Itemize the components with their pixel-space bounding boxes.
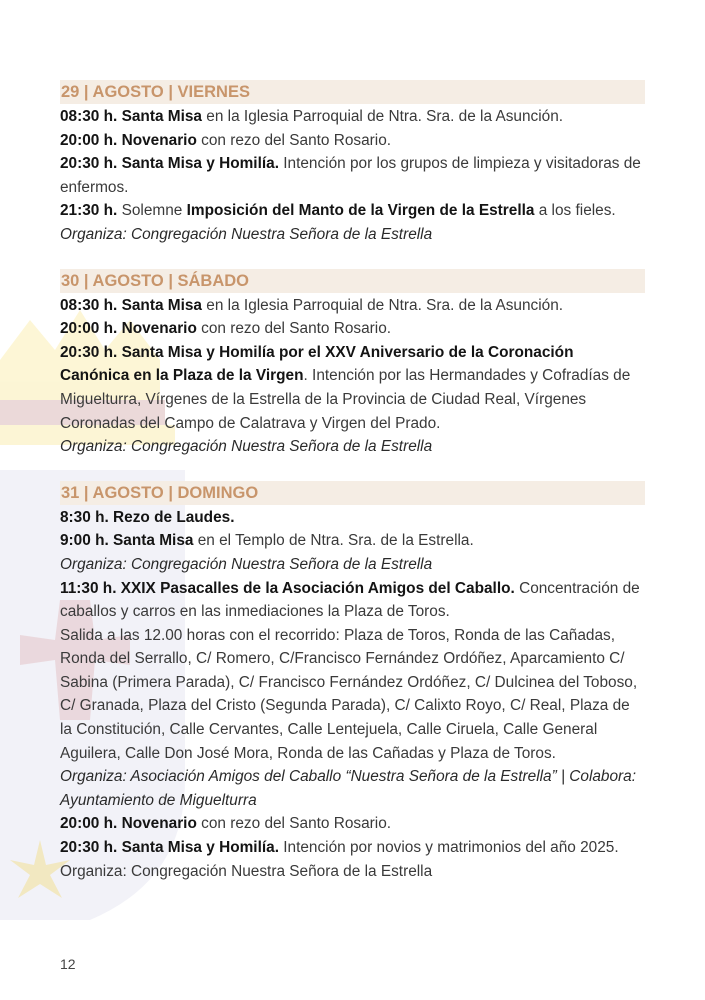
organizer-note bbox=[60, 553, 645, 577]
organizer-note bbox=[60, 435, 645, 459]
organizer-note bbox=[60, 765, 645, 812]
entry-text: a los fieles. bbox=[534, 202, 616, 220]
day-header: 31 | AGOSTO | DOMINGO bbox=[60, 481, 645, 505]
entry-highlight: 9:00 h. Santa Misa bbox=[60, 532, 194, 550]
organizer-note bbox=[60, 223, 645, 247]
entry-highlight: 20:30 h. Santa Misa y Homilía. bbox=[60, 839, 279, 857]
schedule-entry bbox=[60, 152, 645, 199]
entry-highlight: 20:30 h. Santa Misa y Homilía por el XXV Aniversario de la Coronación Canónica en la Plaza de la Virgen bbox=[60, 343, 574, 385]
day-header: 30 | AGOSTO | SÁBADO bbox=[60, 269, 645, 293]
schedule-entry bbox=[60, 294, 645, 318]
entry-text: Organiza: Asociación Amigos del Caballo “Nuestra Señora de la Estrella” | Colabora: Ayuntamiento de Miguelturra bbox=[60, 768, 637, 809]
entry-text: en la Iglesia Parroquial de Ntra. Sra. de la Asunción. bbox=[202, 296, 564, 314]
day-section bbox=[60, 269, 645, 459]
entry-text: Intención por los grupos de limpieza y visitadoras de enfermos. bbox=[60, 155, 641, 196]
page-number: 12 bbox=[60, 956, 76, 972]
schedule-entry bbox=[60, 341, 645, 435]
schedule-entry bbox=[60, 812, 645, 836]
schedule-entry bbox=[60, 129, 645, 153]
schedule-entry bbox=[60, 317, 645, 341]
entry-text: Organiza: Congregación Nuestra Señora de la Estrella bbox=[60, 225, 433, 243]
entry-text: . Intención por las Hermandades y Cofradías de Miguelturra, Vírgenes de la Estrella de la Provincia de Ciudad Real, Vírgenes Coronadas del Campo de Calatrava y Virgen del Prado. bbox=[60, 367, 631, 432]
entry-highlight: 8:30 h. Rezo de Laudes. bbox=[60, 508, 235, 526]
entry-highlight: 21:30 h. bbox=[60, 202, 118, 220]
entry-highlight: 20:30 h. Santa Misa y Homilía. bbox=[60, 155, 279, 173]
day-section bbox=[60, 80, 645, 247]
entry-text: con rezo del Santo Rosario. bbox=[196, 320, 392, 338]
entry-highlight: 20:00 h. Novenario bbox=[60, 815, 197, 833]
entry-text: Intención por novios y matrimonios del año 2025. bbox=[278, 839, 619, 857]
entry-text: Concentración de caballos y carros en las inmediaciones la Plaza de Toros. bbox=[60, 579, 640, 621]
entry-text: Solemne bbox=[117, 202, 187, 220]
entry-text: Salida a las 12.00 horas con el recorrido: Plaza de Toros, Ronda de las Cañadas, Ronda del Serrallo, C/ Romero, C/Francisco Fernández Ordóñez, Aparcamiento C/ Sabina (Primera Parada), C/ Francisco Fernández Ordóñez, C/ Dulcinea del Toboso, C/ Granada, Plaza del Cristo (Segunda Parada), C/ Calixto Royo, C/ Real, Plaza de la Constitución, Calle Cervantes, Calle Lentejuela, Calle Ciruela, Calle General Aguilera, Calle Don José Mora, Ronda de las Cañadas y Plaza de Toros. bbox=[60, 626, 638, 762]
entry-highlight: 20:00 h. Novenario bbox=[60, 320, 197, 338]
entry-text: Organiza: Congregación Nuestra Señora de la Estrella bbox=[60, 555, 433, 573]
schedule-entry bbox=[60, 577, 645, 624]
day-header: 29 | AGOSTO | VIERNES bbox=[60, 80, 645, 104]
entry-text: en el Templo de Ntra. Sra. de la Estrella. bbox=[193, 532, 474, 550]
entry-highlight: Imposición del Manto de la Virgen de la Estrella bbox=[186, 202, 535, 220]
schedule-entry bbox=[60, 199, 645, 223]
schedule-entry bbox=[60, 836, 645, 860]
entry-highlight: 08:30 h. Santa Misa bbox=[60, 296, 202, 314]
schedule-entry bbox=[60, 860, 645, 884]
schedule-entry bbox=[60, 105, 645, 129]
schedule-entry bbox=[60, 529, 645, 553]
entry-text: con rezo del Santo Rosario. bbox=[196, 815, 392, 833]
entry-text: con rezo del Santo Rosario. bbox=[196, 131, 392, 149]
entry-text: en la Iglesia Parroquial de Ntra. Sra. de la Asunción. bbox=[202, 108, 564, 125]
program-content bbox=[60, 80, 645, 905]
schedule-entry bbox=[60, 624, 645, 766]
day-section bbox=[60, 481, 645, 884]
entry-highlight: 11:30 h. XXIX Pasacalles de la Asociación Amigos del Caballo. bbox=[60, 579, 515, 597]
entry-highlight: 08:30 h. Santa Misa bbox=[60, 108, 202, 125]
schedule-entry bbox=[60, 506, 645, 530]
entry-text: Organiza: Congregación Nuestra Señora de la Estrella bbox=[60, 862, 433, 880]
entry-highlight: 20:00 h. Novenario bbox=[60, 131, 197, 149]
entry-text: Organiza: Congregación Nuestra Señora de la Estrella bbox=[60, 438, 433, 456]
